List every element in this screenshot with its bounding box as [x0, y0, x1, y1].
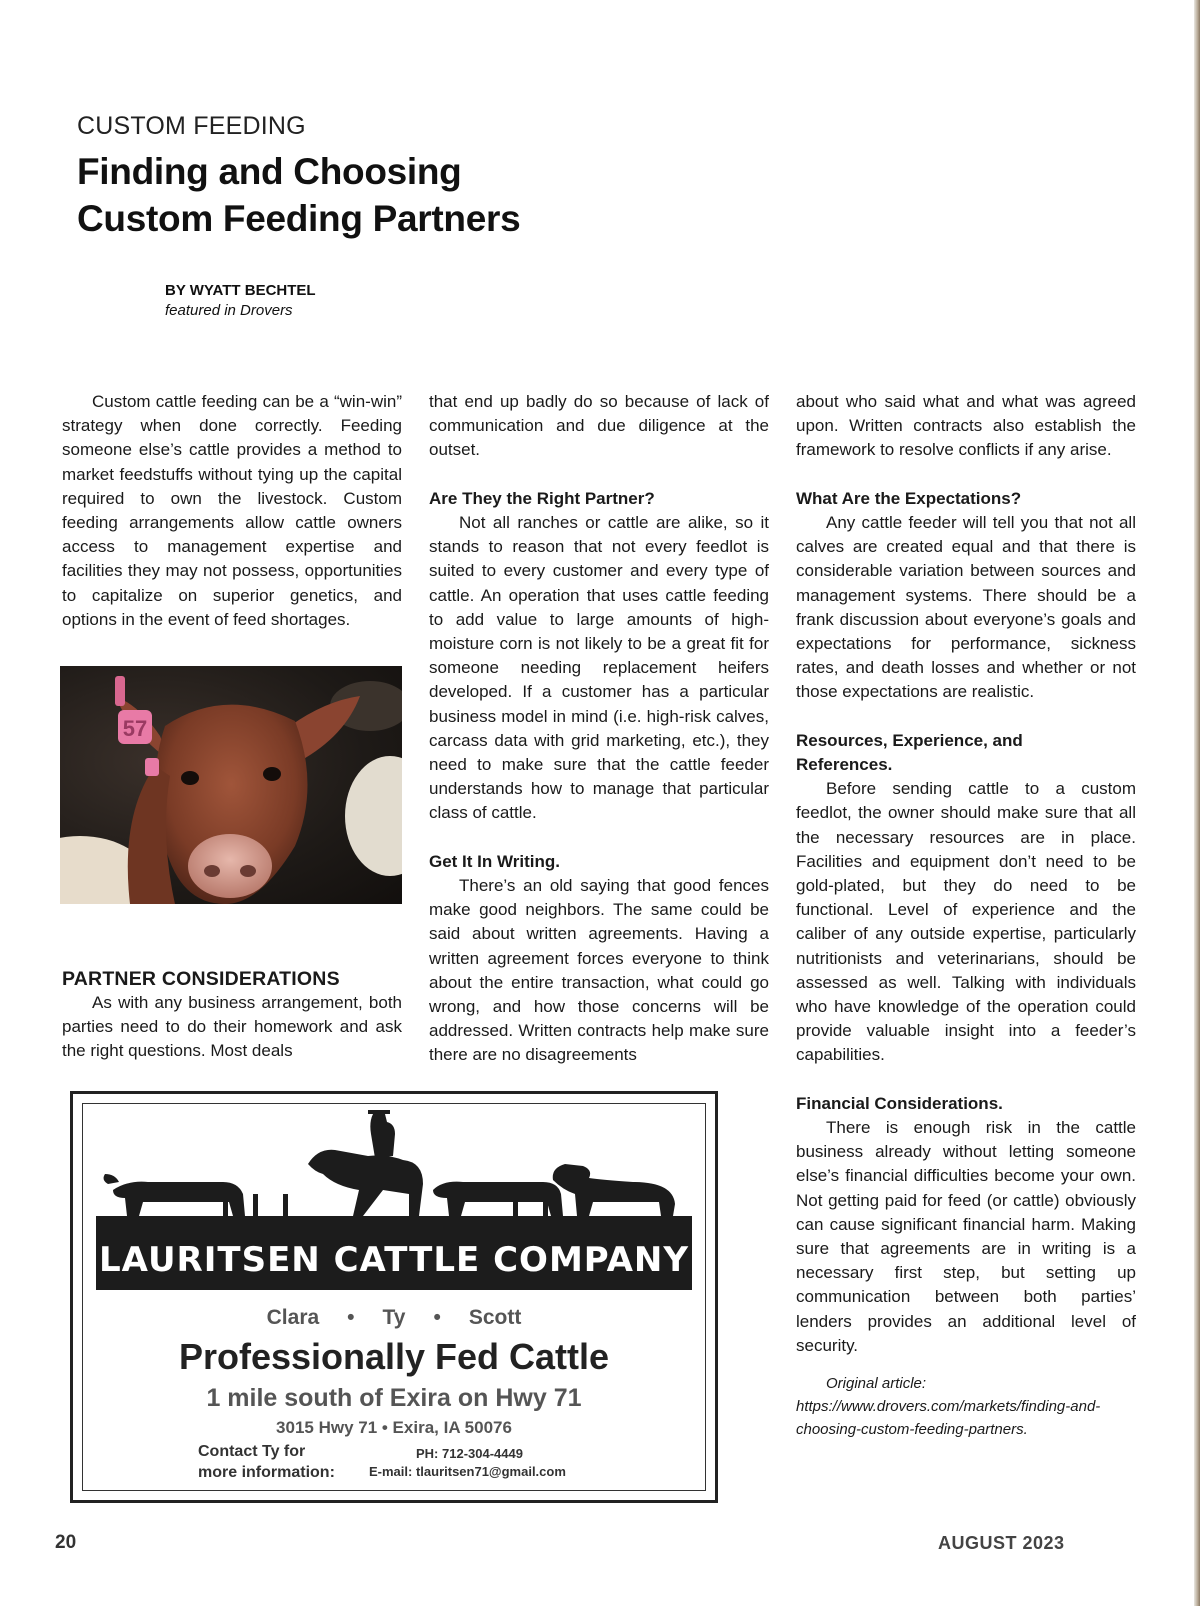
right-partner-paragraph: Not all ranches or cattle are alike, so it stands to reason that not every feedlot is suited to every customer and every type of cattle. An operation that uses cattle feeding to add value to large amounts of high-moisture corn is not likely to be a great fit for someone needing replacement heifers developed. If a customer has a particular business model in mind (i.e. high-risk calves, carcass data with grid marketing, etc.), they need to make sure that the cattle feeder understands how to manage that particular class of cattle. — [429, 513, 769, 823]
expectations-paragraph: Any cattle feeder will tell you that not all calves are created equal and that there is considerable variation between sources and management systems. There should be a frank discussion about everyone’s goals and expectations for performance, sickness rates, and death losses and whether or not those expectations are realistic. — [796, 513, 1136, 702]
owner-name: Scott — [468, 1306, 522, 1329]
issue-date: AUGUST 2023 — [938, 1533, 1065, 1553]
column-2 — [429, 390, 769, 1068]
section-kicker: CUSTOM FEEDING — [77, 112, 306, 140]
byline: BY WYATT BECHTEL — [165, 282, 316, 299]
column-3 — [796, 390, 1136, 1441]
in-writing-heading: Get It In Writing. — [429, 851, 560, 871]
column-1 — [62, 390, 402, 632]
ear-tag-number: 57 — [122, 716, 148, 741]
page-number: 20 — [55, 1532, 77, 1553]
name-separator: • — [347, 1306, 355, 1329]
column-3-continuation: about who said what and what was agreed upon. Written contracts also establish the framework to resolve conflicts if any arise. — [796, 392, 1136, 460]
title-line-1: Finding and Choosing — [77, 151, 462, 192]
expectations-heading: What Are the Expectations? — [796, 488, 1022, 508]
owner-name: Clara — [266, 1306, 320, 1329]
title-line-2: Custom Feeding Partners — [77, 198, 521, 239]
partner-paragraph: As with any business arrangement, both parties need to do their homework and ask the right questions. Most deals — [62, 993, 402, 1061]
ad-contact-label — [198, 1441, 335, 1483]
article-title — [77, 148, 677, 242]
ad-phone: PH: 712-304-4449 — [416, 1446, 523, 1461]
partner-considerations-heading: PARTNER CONSIDERATIONS — [62, 968, 340, 990]
cattle-and-rider-silhouette-icon — [73, 1094, 715, 1234]
column-2-continuation: that end up badly do so because of lack of communication and due diligence at the outset. — [429, 392, 769, 460]
ad-email: E-mail: tlauritsen71@gmail.com — [369, 1464, 566, 1479]
name-separator: • — [433, 1306, 441, 1329]
resources-paragraph: Before sending cattle to a custom feedlot, the owner should make sure that all the necessary resources are in place. Facilities and equipment don’t need to be gold-plated, but they do need to be functional. Level of experience and the caliber of any outside expertise, particularly nutritionists and veterinarians, should be assessed as well. Talking with individuals who have knowledge of the operation could provide valuable insight into a feeder’s capabilities. — [796, 779, 1136, 1065]
contact-line-2: more information: — [198, 1464, 335, 1481]
contact-line-1: Contact Ty for — [198, 1443, 306, 1460]
original-article-citation: Original article: https://www.drovers.com/markets/finding-and-choosing-custom-feeding-partners. — [796, 1375, 1101, 1439]
cow-illustration — [60, 666, 402, 904]
cattle-photo — [60, 666, 402, 904]
financial-paragraph: There is enough risk in the cattle business already without letting someone else’s financial difficulties become your own. Not getting paid for feed (or cattle) obviously can cause significant financial harm. Making sure that agreements are in writing is a necessary first step, but setting up communication between both parties’ lenders provides an additional level of security. — [796, 1118, 1136, 1355]
resources-heading-line-2: References. — [796, 755, 893, 775]
ad-tagline: Professionally Fed Cattle — [178, 1336, 610, 1377]
ad-address: 3015 Hwy 71 • Exira, IA 50076 — [276, 1418, 512, 1437]
lauritsen-ad — [70, 1091, 718, 1503]
intro-paragraph: Custom cattle feeding can be a “win-win” strategy when done correctly. Feeding someone else’s cattle provides a method to market feedstuffs without tying up the capital required to own the livestock. Custom feeding arrangements allow cattle owners access to management expertise and facilities they may not possess, opportunities to capitalize on superior genetics, and options in the event of feed shortages. — [62, 392, 402, 629]
right-partner-heading: Are They the Right Partner? — [429, 488, 655, 508]
page-edge-shadow — [1194, 0, 1200, 1606]
resources-heading-line-1: Resources, Experience, and — [796, 730, 1023, 750]
in-writing-paragraph: There’s an old saying that good fences make good neighbors. The same could be said about written agreements. Having a written agreement forces everyone to think about the entire transaction, what could go wrong, and how those concerns will be addressed. Written contracts help make sure there are no disagreements — [429, 876, 769, 1065]
column-1-lower — [62, 967, 402, 1064]
ad-owner-names — [73, 1306, 715, 1330]
owner-name: Ty — [382, 1306, 406, 1329]
ad-company-name: LAURITSEN CATTLE COMPANY — [96, 1230, 692, 1290]
financial-heading: Financial Considerations. — [796, 1093, 1003, 1113]
featured-in: featured in Drovers — [165, 302, 293, 319]
ad-location: 1 mile south of Exira on Hwy 71 — [206, 1384, 582, 1412]
